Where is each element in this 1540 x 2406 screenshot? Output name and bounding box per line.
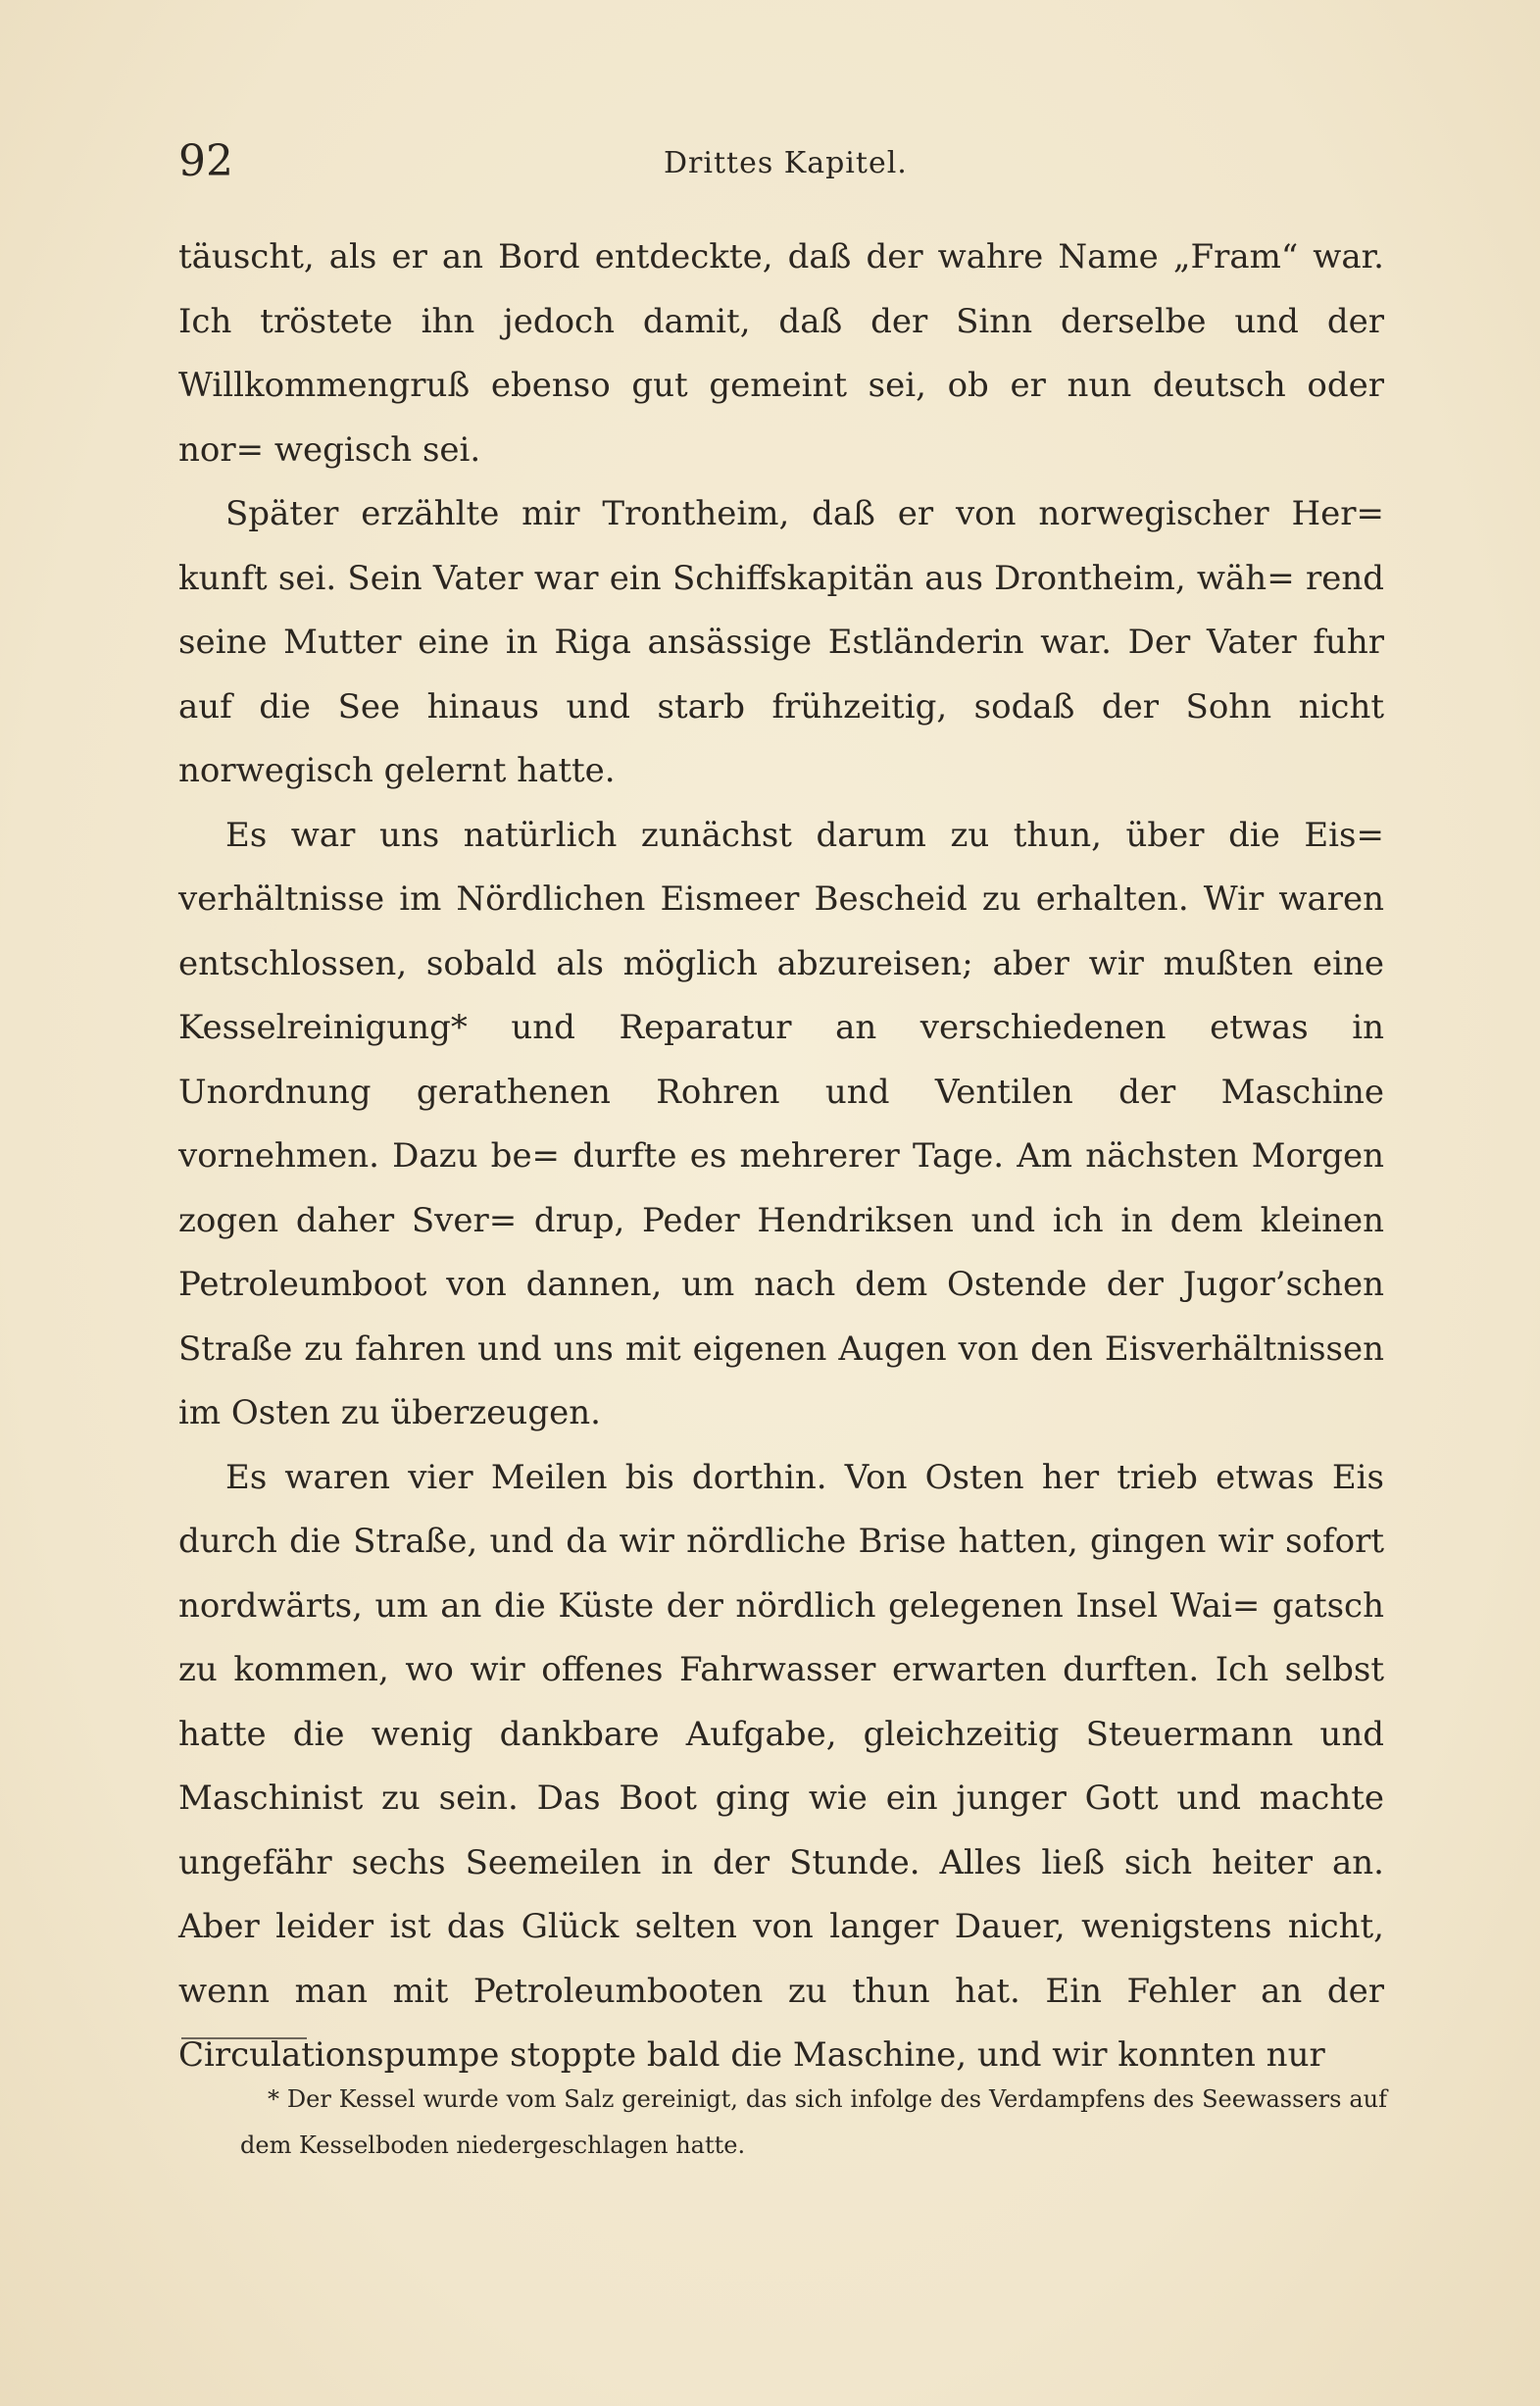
paragraph-ice-conditions: Es war uns natürlich zunächst darum zu thun, über die Eis= verhältnisse im Nördlichen Eismeer Bescheid zu erhalten. Wir waren entschlossen, sobald als möglich abzureisen; aber wir mußten eine Kesselreinigung* und Reparatur an verschiedenen etwas in Unordnung gerathenen Rohren und Ventilen der Maschine vornehmen. Dazu be= durfte es mehrerer Tage. Am nächsten Morgen zogen daher Sver= drup, Peder Hendriksen und ich in dem kleinen Petroleumboot von dannen, um nach dem Ostende der Jugor’schen Straße zu fahren und uns mit eigenen Augen von den Eisverhältnissen im Osten zu überzeugen. (178, 815, 1384, 1432)
page-header (178, 132, 1384, 191)
running-head: Drittes Kapitel. (664, 146, 908, 180)
body-text (178, 226, 1384, 2088)
footnote-rule (181, 2037, 307, 2039)
paragraph-continuation: täuscht, als er an Bord entdeckte, daß der wahre Name „Fram“ war. Ich tröstete ihn jedoch damit, daß der Sinn derselbe und der Willkommengruß ebenso gut gemeint sei, ob er nun deutsch oder nor= wegisch sei. (178, 237, 1384, 470)
footnote: * Der Kessel wurde vom Salz gereinigt, das sich infolge des Verdampfens des Seewassers auf dem Kesselboden niedergeschlagen hatte. (240, 2085, 1387, 2159)
page-number: 92 (178, 136, 233, 186)
paragraph-trontheim: Später erzählte mir Trontheim, daß er von norwegischer Her= kunft sei. Sein Vater war ein Schiffskapitän aus Drontheim, wäh= rend seine Mutter eine in Riga ansässige Estländerin war. Der Vater fuhr auf die See hinaus und starb frühzeitig, sodaß der Sohn nicht norwegisch gelernt hatte. (178, 494, 1384, 790)
paragraph-boat-trip: Es waren vier Meilen bis dorthin. Von Osten her trieb etwas Eis durch die Straße, und da wir nördliche Brise hatten, gingen wir sofort nordwärts, um an die Küste der nördlich gelegenen Insel Wai= gatsch zu kommen, wo wir offenes Fahrwasser erwarten durften. Ich selbst hatte die wenig dankbare Aufgabe, gleichzeitig Steuermann und Maschinist zu sein. Das Boot ging wie ein junger Gott und machte ungefähr sechs Seemeilen in der Stunde. Alles ließ sich heiter an. Aber leider ist das Glück selten von langer Dauer, wenigstens nicht, wenn man mit Petroleumbooten zu thun hat. Ein Fehler an der Circulationspumpe stoppte bald die Maschine, und wir konnten nur (178, 1457, 1384, 2075)
